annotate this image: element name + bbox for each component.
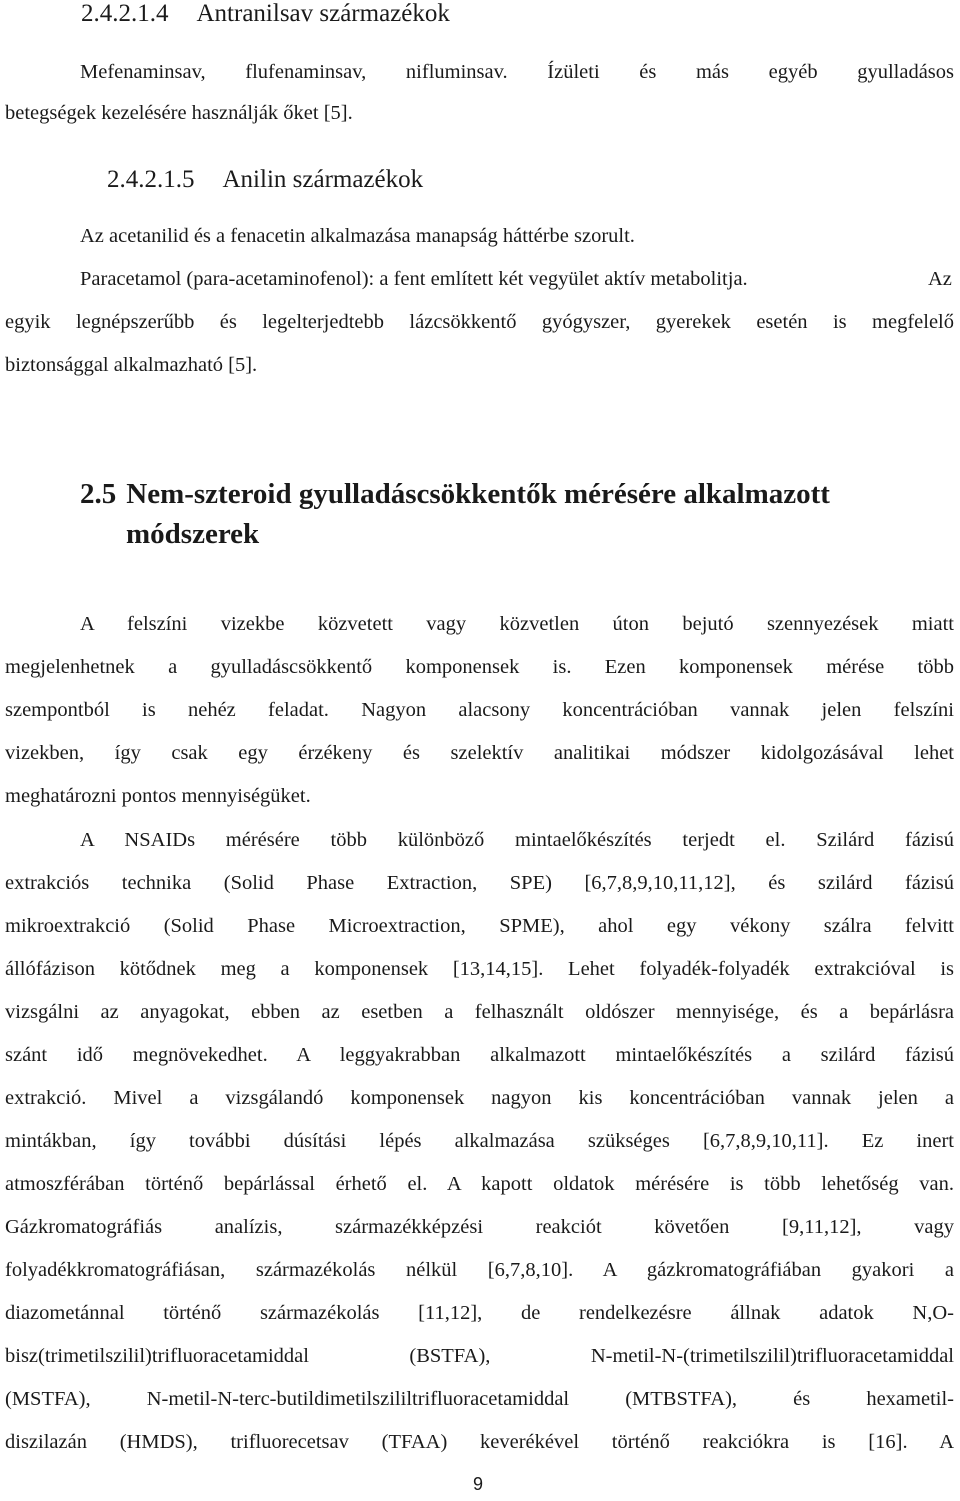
text-line: állófázison kötődnek meg a komponensek [13,14,15]. Lehet folyadék-folyadék extrakcióval is [5, 958, 954, 980]
text-line: meghatározni pontos mennyiségüket. [5, 785, 311, 807]
text-line: Az [928, 268, 952, 290]
text-line: diszilazán (HMDS), trifluorecetsav (TFAA) keverékével történő reakciókra is [16]. A [5, 1431, 954, 1453]
text-line: Mefenaminsav, flufenaminsav, nifluminsav. Ízületi és más egyéb gyulladásos [80, 61, 954, 83]
text-line: vizsgálni az anyagokat, ebben az esetben a felhasznált oldószer mennyisége, és a bepárlásra [5, 1001, 954, 1023]
text-line: folyadékkromatográfiásan, származékolás nélkül [6,7,8,10]. A gázkromatográfiában gyakori a [5, 1259, 954, 1281]
text-line: szánt idő megnövekedhet. A leggyakrabban alkalmazott mintaelőkészítés a szilárd fázisú [5, 1044, 954, 1066]
text-line: Paracetamol (para-acetaminofenol): a fent említett két vegyület aktív metabolitja. [80, 268, 748, 290]
text-line: egyik legnépszerűbb és legelterjedtebb lázcsökkentő gyógyszer, gyerekek esetén is megfelelő [5, 311, 954, 333]
text-line: biztonsággal alkalmazható [5]. [5, 354, 258, 376]
subsection-number: 2.4.2.1.5 [107, 166, 195, 193]
subsection-heading [81, 0, 450, 28]
subsection-title: Anilin származékok [222, 166, 424, 193]
text-line: A felszíni vizekbe közvetett vagy közvetlen úton bejutó szennyezések miatt [80, 613, 954, 635]
subsection-number: 2.4.2.1.4 [81, 0, 169, 27]
text-line: bisz(trimetilszilil)trifluoracetamiddal (BSTFA), N-metil-N-(trimetilszilil)trifluoracetamiddal [5, 1345, 954, 1367]
text-line: Gázkromatográfiás analízis, származékképzési reakciót követően [9,11,12], vagy [5, 1216, 954, 1238]
text-line: extrakciós technika (Solid Phase Extraction, SPE) [6,7,8,9,10,11,12], és szilárd fázisú [5, 872, 954, 894]
text-line: Az acetanilid és a fenacetin alkalmazása manapság háttérbe szorult. [80, 225, 635, 247]
subsection-title: Antranilsav származékok [196, 0, 450, 27]
text-line: atmoszférában történő bepárlással érhető el. A kapott oldatok mérésére is több lehetőség van. [5, 1173, 954, 1195]
text-line: A NSAIDs mérésére több különböző mintaelőkészítés terjedt el. Szilárd fázisú [80, 829, 954, 851]
text-line: megjelenhetnek a gyulladáscsökkentő komponensek is. Ezen komponensek mérése több [5, 656, 954, 678]
text-line: szempontból is nehéz feladat. Nagyon alacsony koncentrációban vannak jelen felszíni [5, 699, 954, 721]
section-title-line-1: Nem-szteroid gyulladáscsökkentők mérésére alkalmazott [126, 478, 830, 510]
text-line: mintákban, így további dúsítási lépés alkalmazása szükséges [6,7,8,9,10,11]. Ez inert [5, 1130, 954, 1152]
text-line: betegségek kezelésére használják őket [5]. [5, 102, 353, 124]
text-line: vizekben, így csak egy érzékeny és szelektív analitikai módszer kidolgozásával lehet [5, 742, 954, 764]
text-line: mikroextrakció (Solid Phase Microextraction, SPME), ahol egy vékony szálra felvitt [5, 915, 954, 937]
section-title-line-2: módszerek [126, 518, 260, 550]
section-heading [80, 478, 830, 511]
text-line: extrakció. Mivel a vizsgálandó komponensek nagyon kis koncentrációban vannak jelen a [5, 1087, 954, 1109]
text-line: (MSTFA), N-metil-N-terc-butildimetilszililtrifluoracetamiddal (MTBSTFA), és hexametil- [5, 1388, 954, 1410]
page-number: 9 [473, 1474, 484, 1494]
subsection-heading [107, 166, 423, 194]
section-number: 2.5 [80, 478, 117, 510]
text-line: diazometánnal történő származékolás [11,12], de rendelkezésre állnak adatok N,O- [5, 1302, 954, 1324]
